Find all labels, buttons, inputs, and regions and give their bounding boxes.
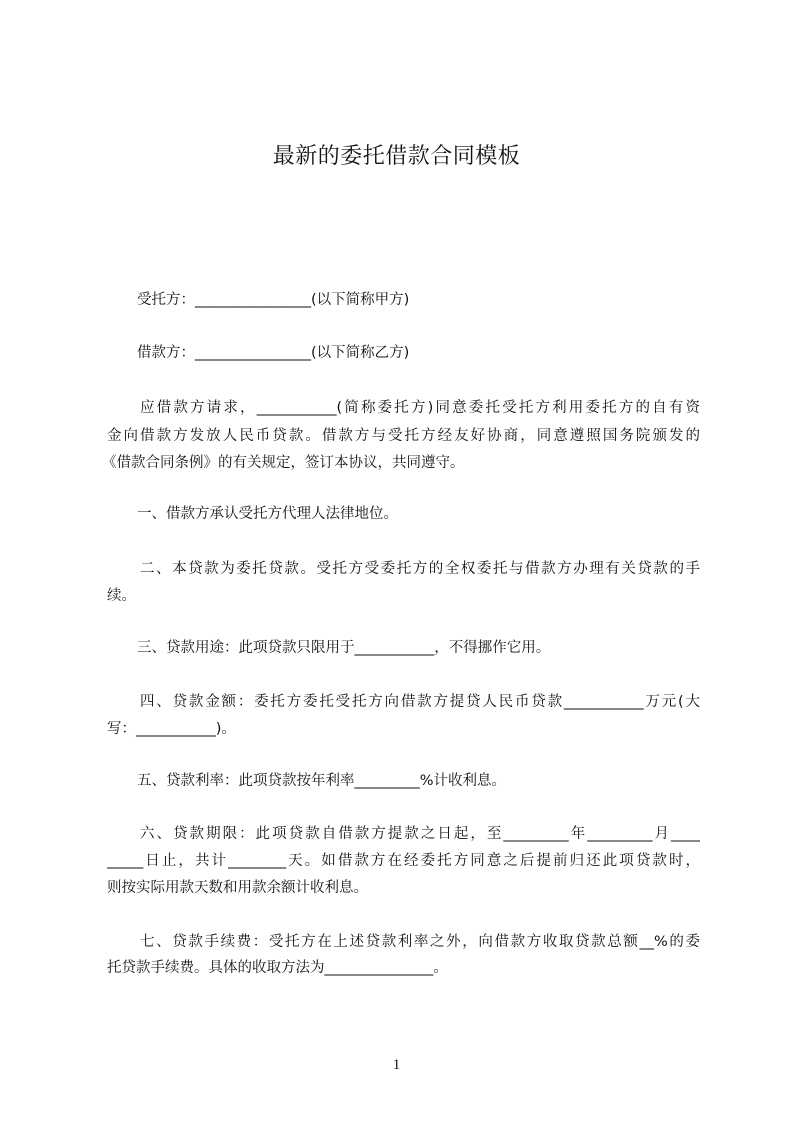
preamble-line: 金向借款方发放人民币贷款。借款方与受托方经友好协商，同意遵照国务院颁发的 <box>107 428 700 444</box>
party-trustee: 受托方：________________(以下简称甲方) <box>137 292 410 308</box>
clause-line: 七、贷款手续费：受托方在上述贷款利率之外，向借款方收取贷款总额__%的委 <box>140 934 700 950</box>
page-number: 1 <box>392 1057 401 1073</box>
clause-line: 则按实际用款天数和用款余额计收利息。 <box>107 880 368 896</box>
clause-line: 四、贷款金额：委托方委托受托方向借款方提贷人民币贷款___________万元(大 <box>140 694 700 710</box>
clause-line: 三、贷款用途：此项贷款只限用于___________，不得挪作它用。 <box>137 640 551 656</box>
clause-line: 托贷款手续费。具体的收取方法为_______________。 <box>107 960 448 976</box>
clause-line: 一、借款方承认受托方代理人法律地位。 <box>137 506 398 522</box>
clause-line: 五、贷款利率：此项贷款按年利率_________%计收利息。 <box>137 773 507 789</box>
preamble-line: 《借款合同条例》的有关规定，签订本协议，共同遵守。 <box>102 455 465 471</box>
document-title: 最新的委托借款合同模板 <box>272 144 521 169</box>
clause-line: 二、本贷款为委托贷款。受托方受委托方的全权委托与借款方办理有关贷款的手 <box>140 561 700 577</box>
clause-line: 六、贷款期限：此项贷款自借款方提款之日起，至_________年_________月____ <box>140 826 700 842</box>
clause-line: 续。 <box>107 588 136 604</box>
preamble-line: 应借款方请求，___________(简称委托方)同意委托受托方利用委托方的自有资 <box>140 400 700 416</box>
clause-line: 写：___________)。 <box>107 721 236 737</box>
party-borrower: 借款方：________________(以下简称乙方) <box>137 345 410 361</box>
clause-line: _____日止，共计________天。如借款方在经委托方同意之后提前归还此项贷款时， <box>107 853 700 869</box>
